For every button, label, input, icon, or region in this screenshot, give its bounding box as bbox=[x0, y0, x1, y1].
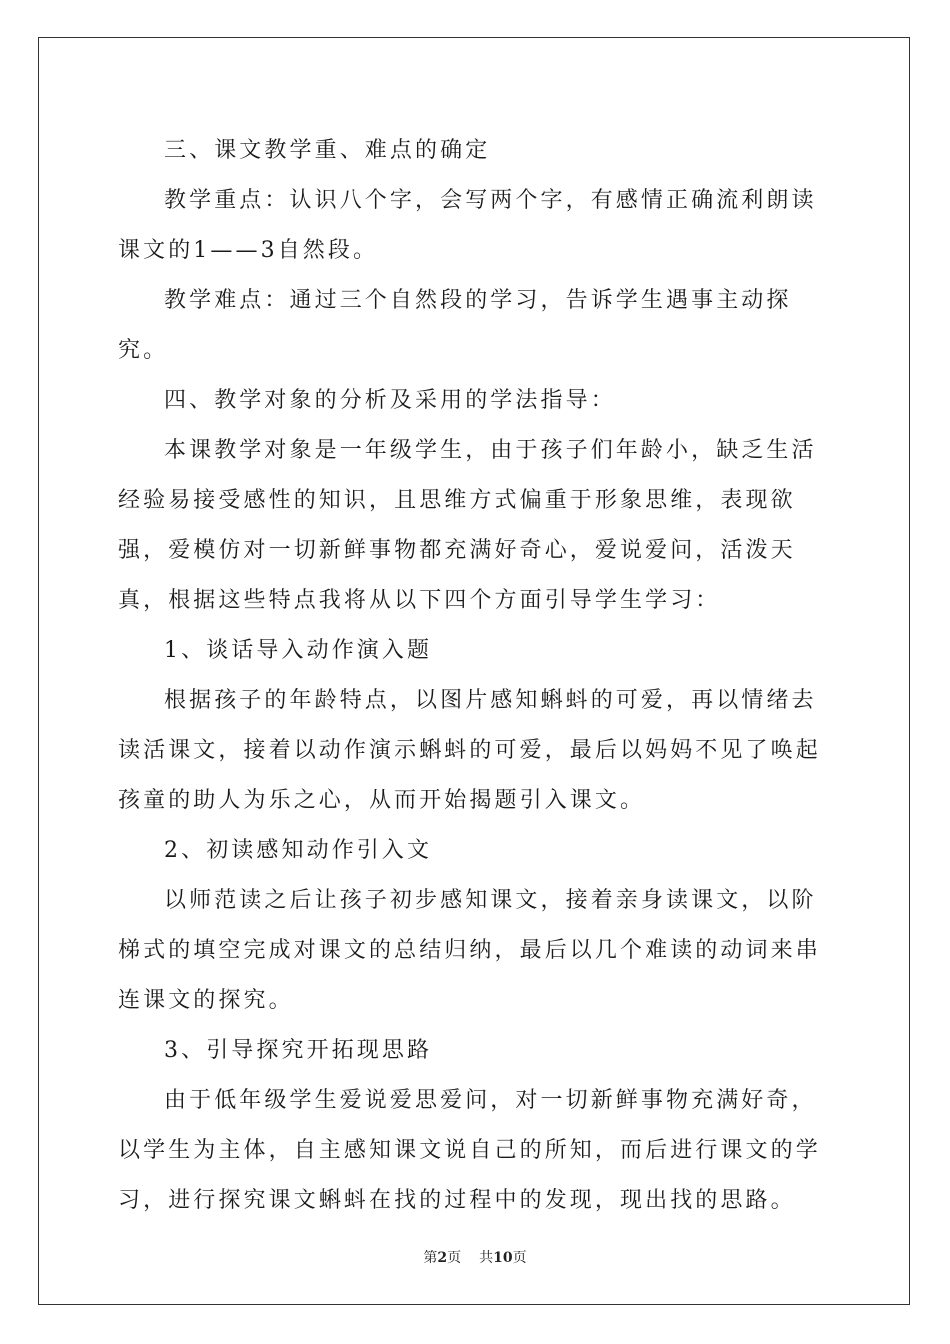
page-number: 2 bbox=[437, 1250, 448, 1266]
document-body bbox=[118, 126, 834, 1226]
method-heading-2: 2、初读感知动作引入文 bbox=[164, 838, 433, 863]
student-analysis-paragraph: 本课教学对象是一年级学生，由于孩子们年龄小，缺乏生活经验易接受感性的知识，且思维方式偏重于形象思维，表现欲强，爱模仿对一切新鲜事物都充满好奇心，爱说爱问，活泼天真，根据这些特点我将从以下四个方面引导学生学习： bbox=[118, 438, 817, 613]
page-prefix: 第 bbox=[423, 1250, 438, 1266]
total-pages: 10 bbox=[493, 1250, 513, 1266]
teaching-difficulty-paragraph: 教学难点：通过三个自然段的学习，告诉学生遇事主动探究。 bbox=[118, 288, 792, 363]
section-heading-4: 四、教学对象的分析及采用的学法指导： bbox=[164, 388, 616, 413]
method-paragraph-1: 根据孩子的年龄特点，以图片感知蝌蚪的可爱，再以情绪去读活课文，接着以动作演示蝌蚪的可爱，最后以妈妈不见了唤起孩童的助人为乐之心，从而开始揭题引入课文。 bbox=[118, 688, 821, 813]
method-paragraph-2: 以师范读之后让孩子初步感知课文，接着亲身读课文，以阶梯式的填空完成对课文的总结归纳，最后以几个难读的动词来串连课文的探究。 bbox=[118, 888, 821, 1013]
page-footer bbox=[0, 1247, 950, 1267]
total-suffix: 页 bbox=[512, 1250, 527, 1266]
method-heading-1: 1、谈话导入动作演入题 bbox=[164, 638, 433, 663]
section-heading-3: 三、课文教学重、难点的确定 bbox=[164, 138, 491, 163]
teaching-focus-paragraph: 教学重点：认识八个字，会写两个字，有感情正确流利朗读课文的1——3自然段。 bbox=[118, 188, 817, 263]
total-prefix: 共 bbox=[479, 1250, 494, 1266]
method-heading-3: 3、引导探究开拓现思路 bbox=[164, 1038, 433, 1063]
page-suffix: 页 bbox=[447, 1250, 462, 1266]
method-paragraph-3: 由于低年级学生爱说爱思爱问，对一切新鲜事物充满好奇，以学生为主体，自主感知课文说自己的所知，而后进行课文的学习，进行探究课文蝌蚪在找的过程中的发现，现出找的思路。 bbox=[118, 1088, 821, 1213]
